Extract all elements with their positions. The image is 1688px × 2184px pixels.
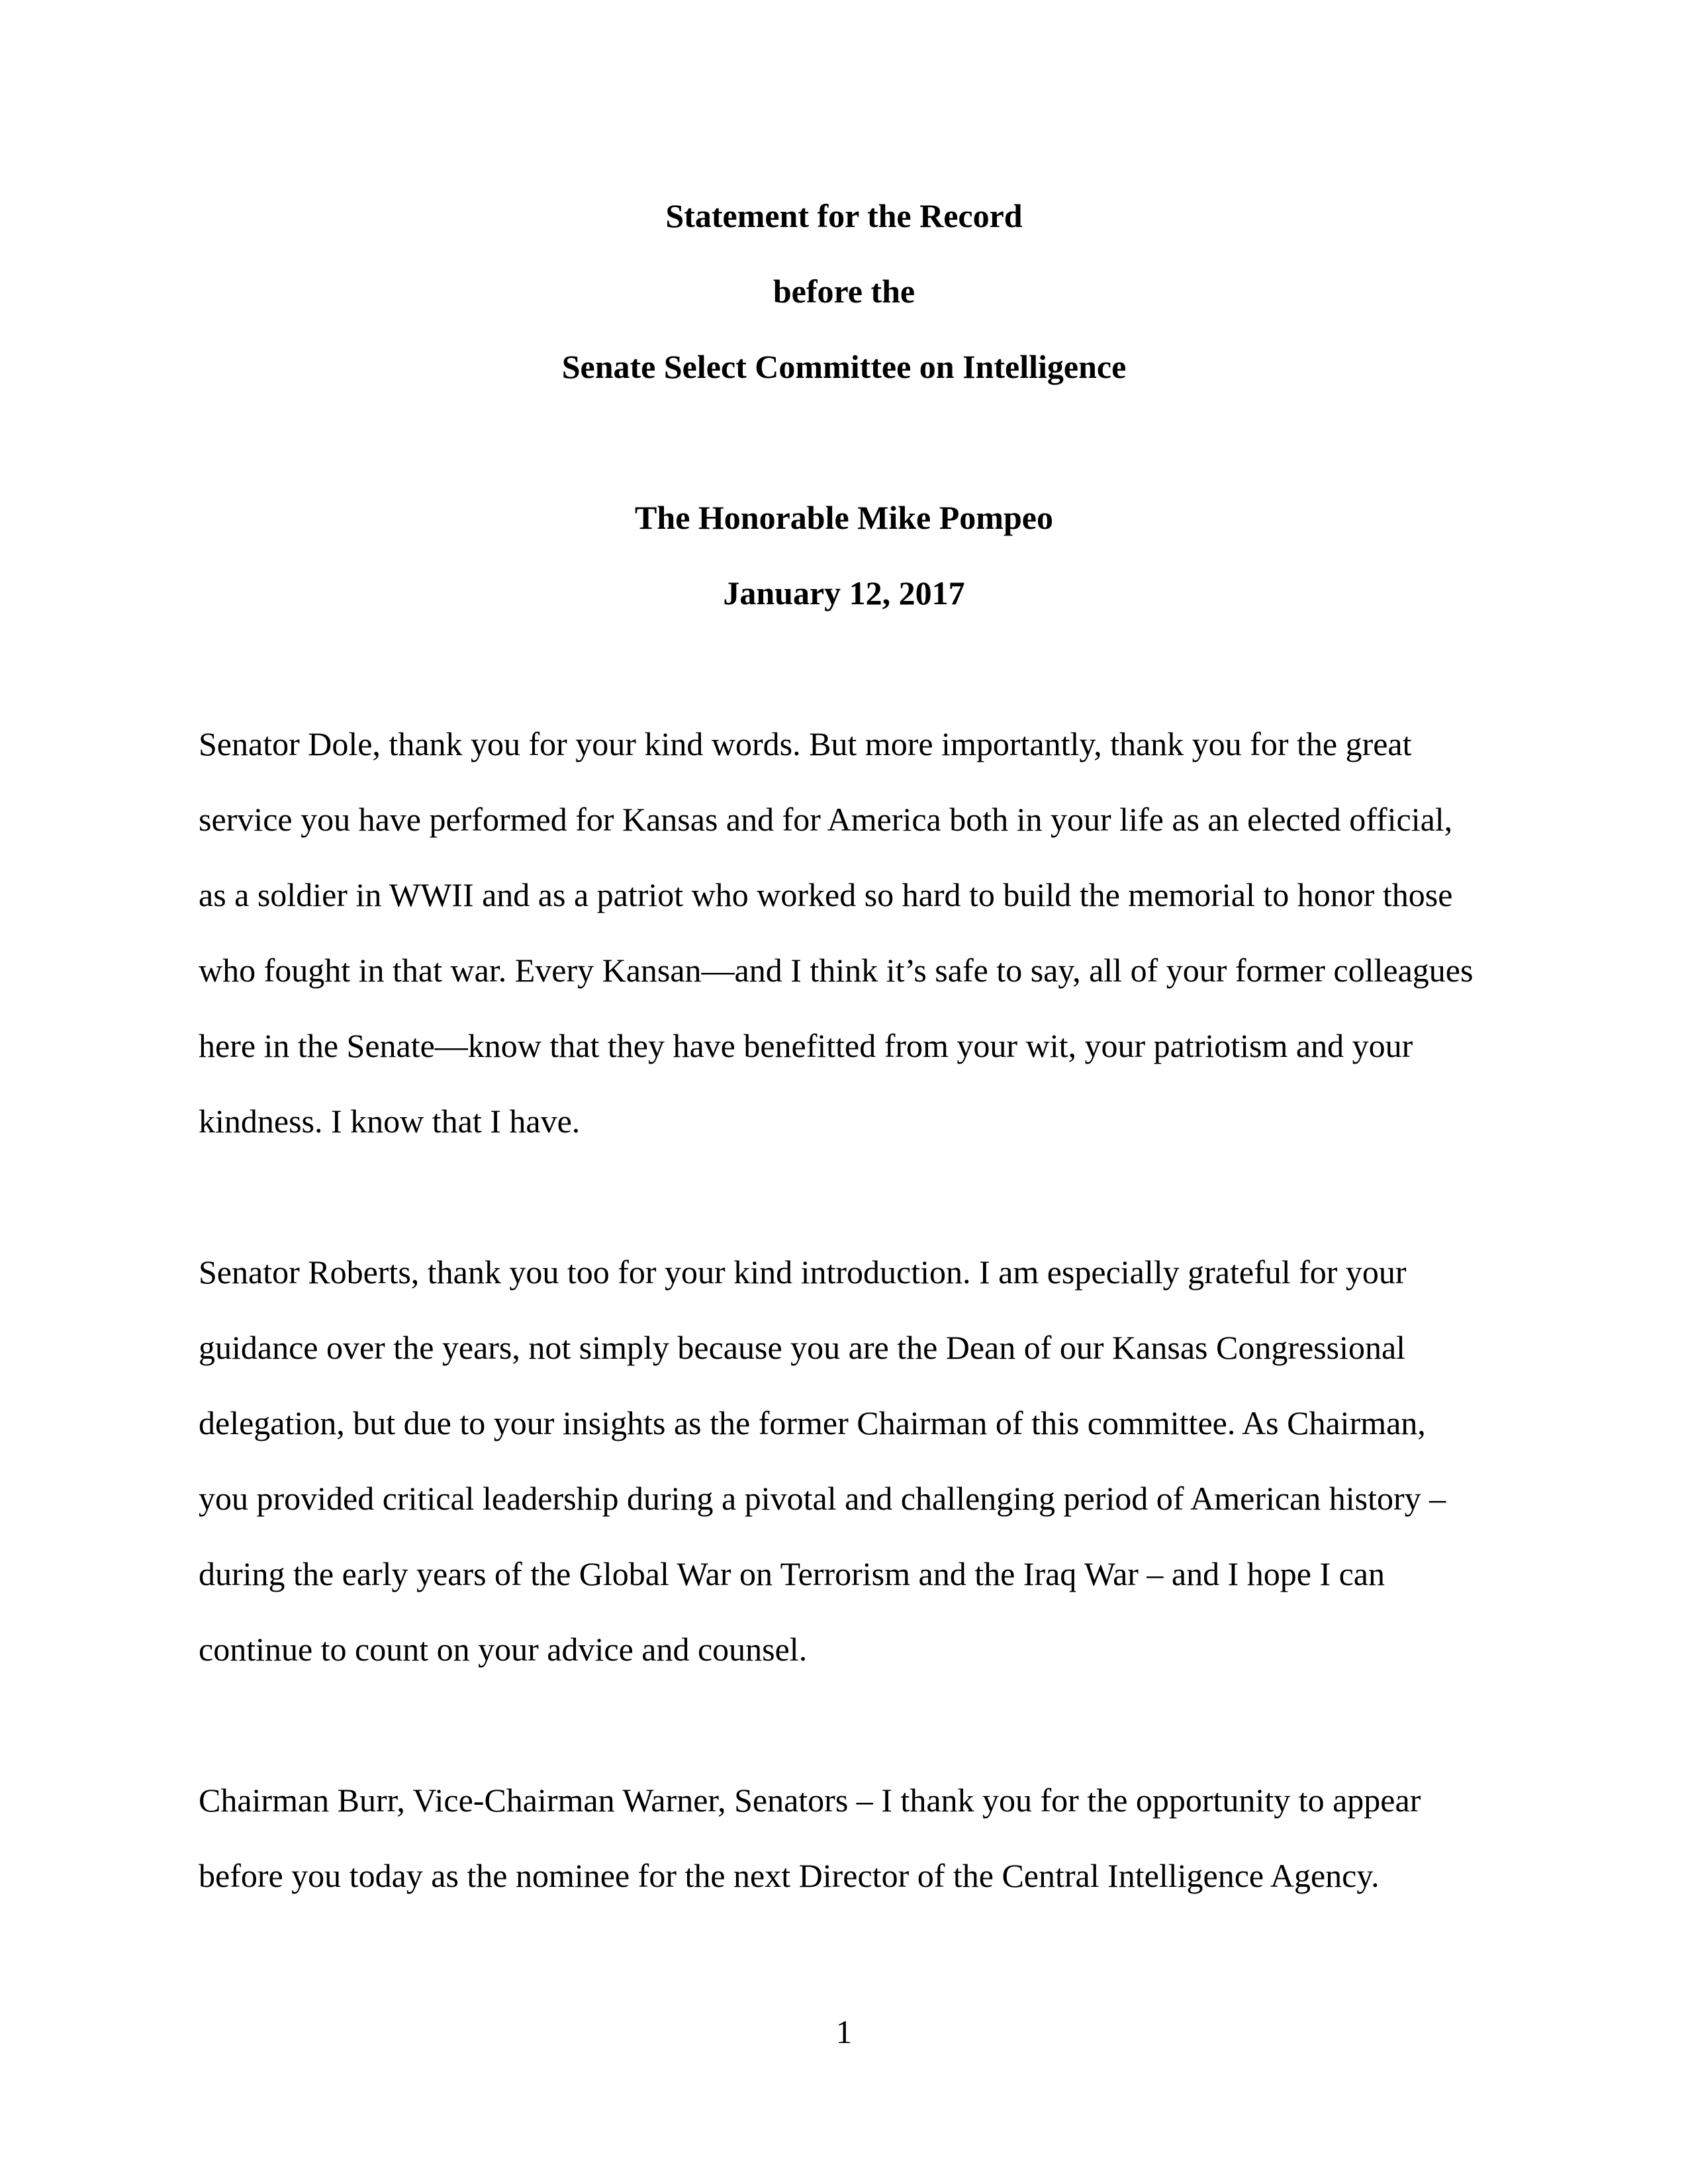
page-number: 1 — [835, 2013, 853, 2050]
paragraph-line: guidance over the years, not simply because you are the Dean of our Kansas Congressional — [199, 1329, 1406, 1366]
paragraph-line: during the early years of the Global War on Terrorism and the Iraq War – and I hope I can — [199, 1555, 1385, 1592]
paragraph-line: Chairman Burr, Vice-Chairman Warner, Senators – I thank you for the opportunity to appear — [199, 1782, 1421, 1819]
paragraph-line: delegation, but due to your insights as the former Chairman of this committee. As Chairman, — [199, 1404, 1426, 1441]
statement-date: January 12, 2017 — [723, 574, 965, 612]
paragraph-line: kindness. I know that I have. — [199, 1103, 581, 1140]
paragraph-line: Senator Dole, thank you for your kind words. But more importantly, thank you for the great — [199, 725, 1412, 762]
paragraph-line: service you have performed for Kansas and for America both in your life as an elected official, — [199, 801, 1453, 838]
document-title: Statement for the Record — [665, 197, 1023, 234]
paragraph-line: before you today as the nominee for the next Director of the Central Intelligence Agency. — [199, 1857, 1380, 1894]
paragraph-line: who fought in that war. Every Kansan—and I think it’s safe to say, all of your former colleagues — [199, 952, 1474, 989]
paragraph-line: here in the Senate—know that they have benefitted from your wit, your patriotism and your — [199, 1027, 1413, 1064]
paragraph-line: continue to count on your advice and counsel. — [199, 1631, 808, 1668]
speaker-name: The Honorable Mike Pompeo — [635, 499, 1053, 536]
paragraph-line: as a soldier in WWII and as a patriot who worked so hard to build the memorial to honor those — [199, 876, 1453, 913]
paragraph-line: Senator Roberts, thank you too for your kind introduction. I am especially grateful for your — [199, 1253, 1407, 1291]
paragraph-line: you provided critical leadership during a pivotal and challenging period of American history – — [199, 1480, 1446, 1517]
document-subtitle: before the — [773, 273, 915, 310]
committee-name: Senate Select Committee on Intelligence — [561, 348, 1127, 385]
